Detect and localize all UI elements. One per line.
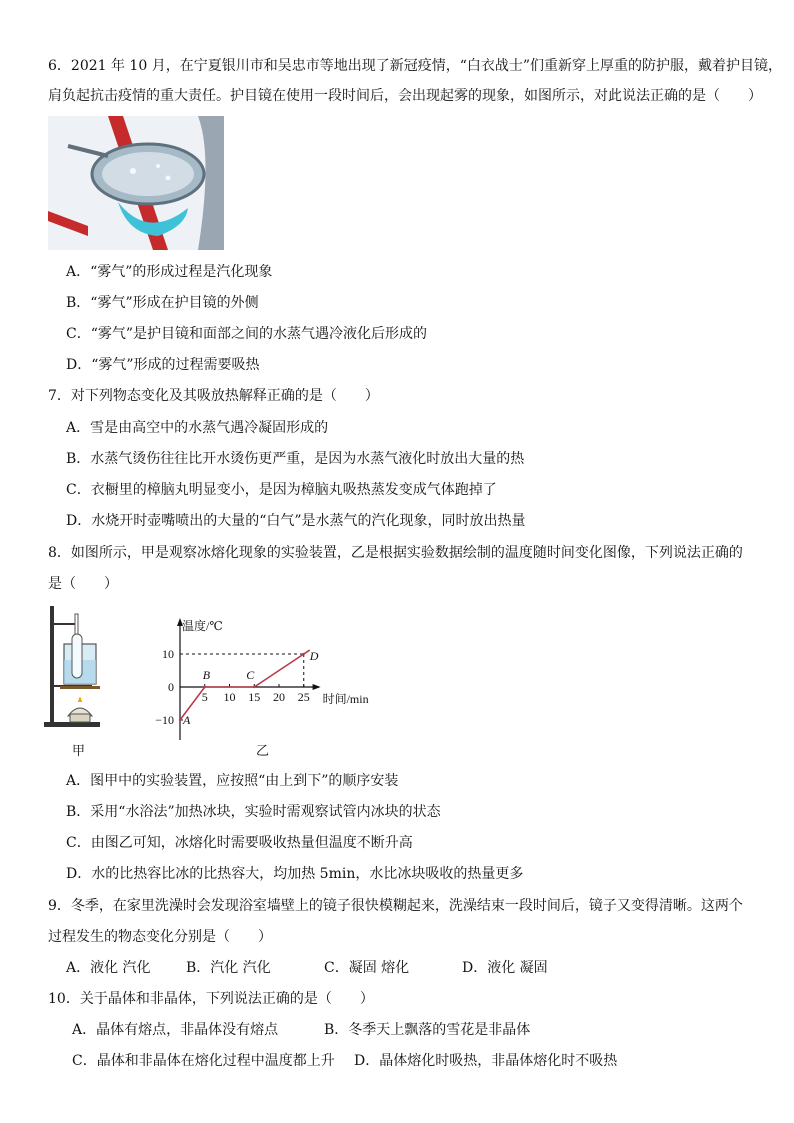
q6-stem-line2: 肩负起抗击疫情的重大责任。护目镜在使用一段时间后，会出现起雾的现象，如图所示，对此说法正确的是（ ） bbox=[48, 88, 762, 104]
q7-option-c: C．衣橱里的樟脑丸明显变小，是因为樟脑丸吸热蒸发变成气体跑掉了 bbox=[66, 482, 497, 498]
q8-option-d: D．水的比热容比冰的比热容大，均加热 5min，水比冰块吸收的热量更多 bbox=[66, 866, 524, 882]
q8-option-a: A．图甲中的实验装置，应按照“由上到下”的顺序安装 bbox=[66, 773, 399, 789]
q8-option-c: C．由图乙可知，冰熔化时需要吸收热量但温度不断升高 bbox=[66, 835, 413, 851]
q7-option-d: D．水烧开时壶嘴喷出的大量的“白气”是水蒸气的汽化现象，同时放出热量 bbox=[66, 513, 526, 529]
x-axis-label: 时间/min bbox=[322, 692, 369, 706]
q8-stem-line2: 是（ ） bbox=[48, 576, 118, 592]
temperature-line bbox=[180, 650, 310, 720]
q6-option-a: A．“雾气”的形成过程是汽化现象 bbox=[66, 264, 273, 280]
q10-option-c: C．晶体和非晶体在熔化过程中温度都上升 bbox=[72, 1053, 335, 1069]
graph-marks bbox=[179, 649, 319, 727]
y-axis-label: 温度/℃ bbox=[182, 619, 223, 633]
q9-option-b: B．汽化 汽化 bbox=[186, 960, 271, 976]
y-tick-label-0: 10 bbox=[162, 647, 174, 661]
ice-melting-apparatus bbox=[44, 604, 104, 740]
y-tick-label-2: −10 bbox=[155, 713, 174, 727]
point-label-b: B bbox=[202, 668, 211, 682]
q6-option-b: B．“雾气”形成在护目镜的外侧 bbox=[66, 295, 259, 311]
point-b bbox=[204, 686, 206, 688]
q10-stem: 10．关于晶体和非晶体，下列说法正确的是（ ） bbox=[48, 991, 374, 1007]
point-a bbox=[179, 719, 181, 721]
x-tick-label-4: 25 bbox=[297, 690, 310, 704]
q9-stem-line1: 9．冬季，在家里洗澡时会发现浴室墙壁上的镜子很快模糊起来，洗澡结束一段时间后，镜子又变得清晰。这两个 bbox=[48, 898, 743, 914]
q8-option-b: B．采用“水浴法”加热冰块，实验时需观察试管内冰块的状态 bbox=[66, 804, 441, 820]
figure-caption-left: 甲 bbox=[72, 744, 86, 759]
x-tick-label-1: 10 bbox=[223, 690, 236, 704]
q7-stem: 7．对下列物态变化及其吸放热解释正确的是（ ） bbox=[48, 388, 379, 404]
point-label-a: A bbox=[183, 713, 191, 727]
q10-option-b: B．冬季天上飘落的雪花是非晶体 bbox=[324, 1022, 531, 1038]
q9-option-c: C．凝固 熔化 bbox=[324, 960, 410, 976]
x-tick-label-3: 20 bbox=[273, 690, 285, 704]
q7-option-b: B．水蒸气烫伤往往比开水烫伤更严重，是因为水蒸气液化时放出大量的热 bbox=[66, 451, 525, 467]
q10-option-d: D．晶体熔化时吸热，非晶体熔化时不吸热 bbox=[354, 1053, 618, 1069]
point-d bbox=[303, 653, 305, 655]
goggles-fog-photo bbox=[48, 116, 224, 250]
figure-caption-right: 乙 bbox=[256, 744, 270, 759]
point-c bbox=[253, 686, 255, 688]
point-label-d: D bbox=[309, 649, 319, 663]
q6-option-c: C．“雾气”是护目镜和面部之间的水蒸气遇冷液化后形成的 bbox=[66, 326, 428, 342]
q9-option-a: A．液化 汽化 bbox=[66, 960, 151, 976]
q10-option-a: A．晶体有熔点，非晶体没有熔点 bbox=[72, 1022, 279, 1038]
point-label-c: C bbox=[246, 668, 255, 682]
x-axis-arrow bbox=[313, 684, 321, 690]
x-tick-label-0: 5 bbox=[201, 690, 208, 704]
q9-option-d: D．液化 凝固 bbox=[462, 960, 548, 976]
y-tick-label-1: 0 bbox=[168, 680, 174, 694]
q9-stem-line2: 过程发生的物态变化分别是（ ） bbox=[48, 929, 272, 945]
q7-option-a: A．雪是由高空中的水蒸气遇冷凝固形成的 bbox=[66, 420, 329, 436]
q6-stem-line1: 6．2021 年 10 月，在宁夏银川市和吴忠市等地出现了新冠疫情，“白衣战士”们重新穿上厚重的防护服，戴着护目镜， bbox=[48, 58, 783, 74]
q8-stem-line1: 8．如图所示，甲是观察冰熔化现象的实验装置，乙是根据实验数据绘制的温度随时间变化图像，下列说法正确的 bbox=[48, 545, 743, 561]
q6-option-d: D．“雾气”形成的过程需要吸热 bbox=[66, 357, 260, 373]
temperature-time-graph bbox=[150, 612, 380, 744]
x-tick-label-2: 15 bbox=[248, 690, 261, 704]
